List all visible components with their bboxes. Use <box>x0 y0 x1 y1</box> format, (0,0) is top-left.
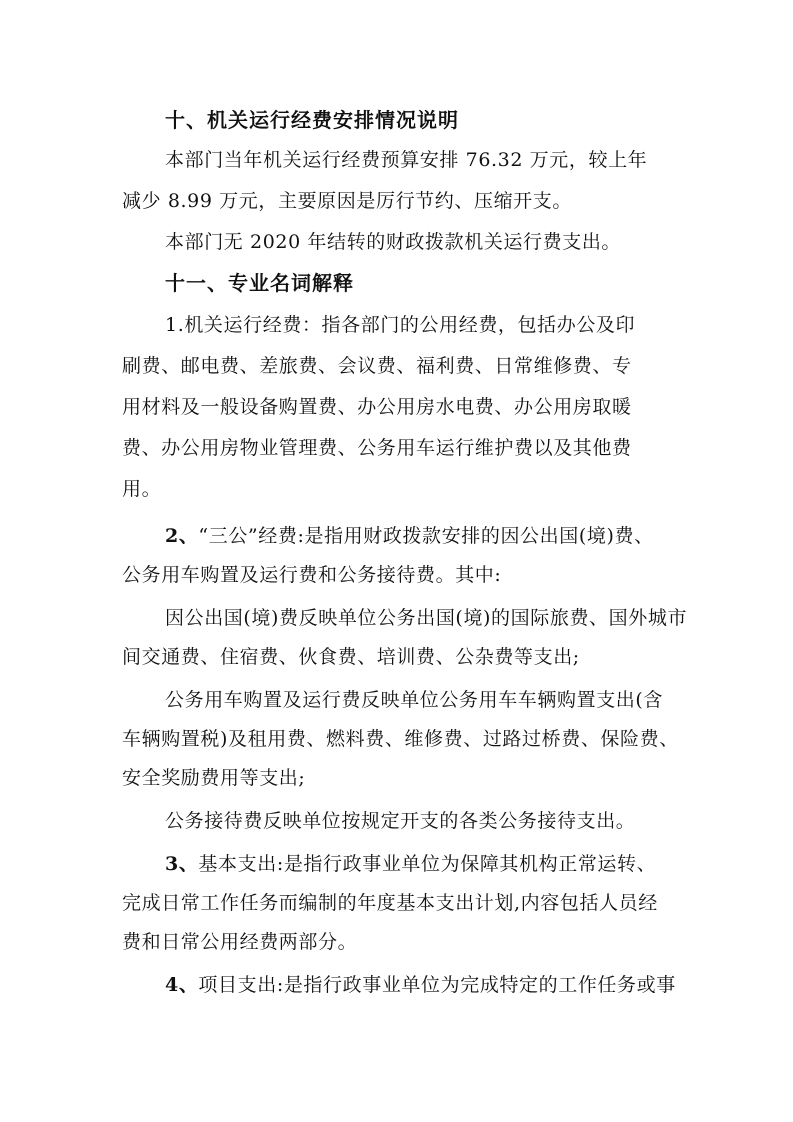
item-2-line-2: 公务用车购置及运行费和公务接待费。其中: <box>122 564 502 586</box>
section-10-paragraph-2: 本部门无 2020 年结转的财政拨款机关运行费支出。 <box>165 231 622 253</box>
item-1-line-3: 用材料及一般设备购置费、办公用房水电费、办公用房取暖 <box>122 396 632 418</box>
item-3-line-2: 完成日常工作任务而编制的年度基本支出计划,内容包括人员经 <box>122 892 658 914</box>
section-10-title: 十、机关运行经费安排情况说明 <box>165 108 459 132</box>
item-1-line-4: 费、办公用房物业管理费、公务用车运行维护费以及其他费 <box>122 437 632 459</box>
item-1-line-2: 刷费、邮电费、差旅费、会议费、福利费、日常维修费、专 <box>122 355 632 377</box>
item-2-sub-3: 公务接待费反映单位按规定开支的各类公务接待支出。 <box>165 810 636 832</box>
item-4-line-1 <box>0 973 793 997</box>
item-2-text: “三公”经费:是指用财政拨款安排的因公出国(境)费、 <box>198 525 654 547</box>
item-3-line-3: 费和日常公用经费两部分。 <box>122 931 358 953</box>
item-4-text: 项目支出:是指行政事业单位为完成特定的工作任务或事 <box>198 974 676 996</box>
item-1-line-1: 1.机关运行经费：指各部门的公用经费，包括办公及印 <box>165 314 636 336</box>
item-2-sub-1-line-1: 因公出国(境)费反映单位公务出国(境)的国际旅费、国外城市 <box>165 607 688 629</box>
section-10-paragraph-1-line-2: 减少 8.99 万元，主要原因是厉行节约、压缩开支。 <box>122 190 572 212</box>
section-11-title: 十一、专业名词解释 <box>165 271 354 295</box>
item-1-line-5: 用。 <box>122 478 162 500</box>
item-2-sub-2-line-1: 公务用车购置及运行费反映单位公务用车车辆购置支出(含 <box>165 689 664 711</box>
item-3-text: 基本支出:是指行政事业单位为保障其机构正常运转、 <box>198 853 657 875</box>
item-3-line-1 <box>0 852 793 876</box>
item-3-number: 3、 <box>165 853 199 875</box>
item-2-sub-2-line-2: 车辆购置税)及租用费、燃料费、维修费、过路过桥费、保险费、 <box>122 728 679 750</box>
item-2-number: 2、 <box>165 525 199 547</box>
section-10-paragraph-1-line-1: 本部门当年机关运行经费预算安排 76.32 万元，较上年 <box>165 149 648 171</box>
item-2-line-1 <box>0 524 793 548</box>
item-4-number: 4、 <box>165 974 199 996</box>
item-2-sub-1-line-2: 间交通费、住宿费、伙食费、培训费、公杂费等支出; <box>122 646 580 668</box>
item-2-sub-2-line-3: 安全奖励费用等支出; <box>122 767 306 789</box>
